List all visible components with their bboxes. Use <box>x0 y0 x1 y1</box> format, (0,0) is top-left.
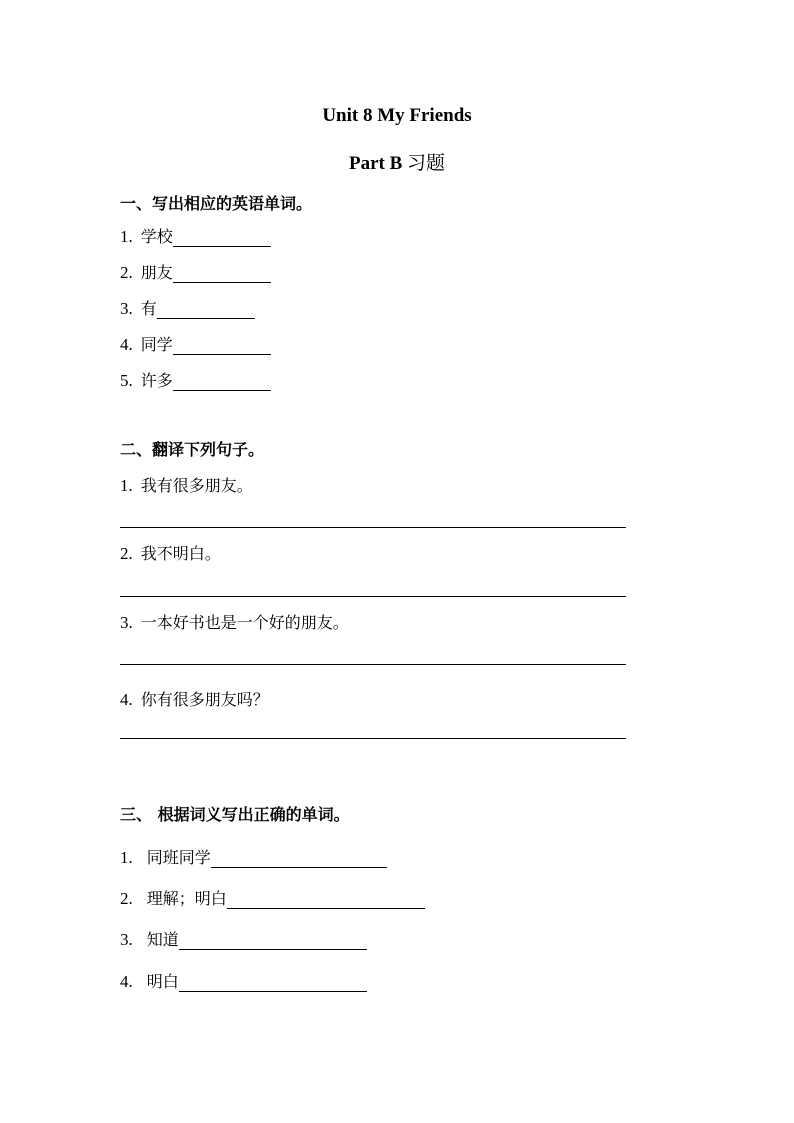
subtitle-en: Part B <box>348 153 403 174</box>
item-text: 一本好书也是一个好的朋友。 <box>140 613 349 632</box>
item-number: 3. <box>120 299 133 318</box>
item-text: 朋友 <box>140 263 173 282</box>
answer-blank[interactable] <box>179 973 367 992</box>
section-2-item-4 <box>120 687 269 710</box>
section-1-item-3 <box>120 296 255 319</box>
section-2-heading: 二、翻译下列句子。 <box>120 440 265 459</box>
item-number: 3. <box>120 930 133 949</box>
section-2-answer-line-2[interactable] <box>120 596 626 597</box>
section-3-item-4 <box>120 969 367 992</box>
answer-blank[interactable] <box>157 300 255 319</box>
page-subtitle <box>0 148 794 175</box>
answer-blank[interactable] <box>173 372 271 391</box>
item-number: 1. <box>120 848 133 867</box>
item-number: 4. <box>120 335 133 354</box>
section-2-answer-line-4[interactable] <box>120 738 626 739</box>
section-3-heading: 三、 根据词义写出正确的单词。 <box>120 805 350 824</box>
item-number: 5. <box>120 371 133 390</box>
item-number: 2. <box>120 889 133 908</box>
section-1-heading: 一、写出相应的英语单词。 <box>120 194 313 213</box>
answer-blank[interactable] <box>211 849 387 868</box>
item-text: 你有很多朋友吗？ <box>140 690 269 709</box>
item-text: 有 <box>140 299 157 318</box>
section-3-item-1 <box>120 845 387 868</box>
item-number: 2. <box>120 544 133 563</box>
item-text: 学校 <box>140 227 173 246</box>
item-text: 我有很多朋友。 <box>140 476 253 495</box>
page-title: Unit 8 My Friends <box>322 105 472 126</box>
section-2-item-1 <box>120 473 253 496</box>
item-number: 4. <box>120 972 133 991</box>
section-1-item-4 <box>120 332 271 355</box>
section-2-item-3 <box>120 610 349 633</box>
answer-blank[interactable] <box>173 264 271 283</box>
item-text: 我不明白。 <box>140 544 221 563</box>
section-3-item-2 <box>120 886 425 909</box>
item-text: 知道 <box>146 930 179 949</box>
item-text: 理解；明白 <box>146 889 227 908</box>
answer-blank[interactable] <box>173 228 271 247</box>
item-number: 4. <box>120 690 133 709</box>
item-number: 1. <box>120 476 133 495</box>
section-1-item-1 <box>120 224 271 247</box>
section-1-item-5 <box>120 368 271 391</box>
item-text: 明白 <box>146 972 179 991</box>
item-number: 3. <box>120 613 133 632</box>
section-3-item-3 <box>120 927 367 950</box>
item-text: 许多 <box>140 371 173 390</box>
answer-blank[interactable] <box>179 931 367 950</box>
section-2-answer-line-3[interactable] <box>120 664 626 665</box>
section-1-item-2 <box>120 260 271 283</box>
item-text: 同学 <box>140 335 173 354</box>
item-number: 1. <box>120 227 133 246</box>
answer-blank[interactable] <box>173 336 271 355</box>
section-2-answer-line-1[interactable] <box>120 527 626 528</box>
item-text: 同班同学 <box>146 848 211 867</box>
subtitle-cn: 习题 <box>407 152 446 174</box>
item-number: 2. <box>120 263 133 282</box>
answer-blank[interactable] <box>227 890 425 909</box>
section-2-item-2 <box>120 541 221 564</box>
